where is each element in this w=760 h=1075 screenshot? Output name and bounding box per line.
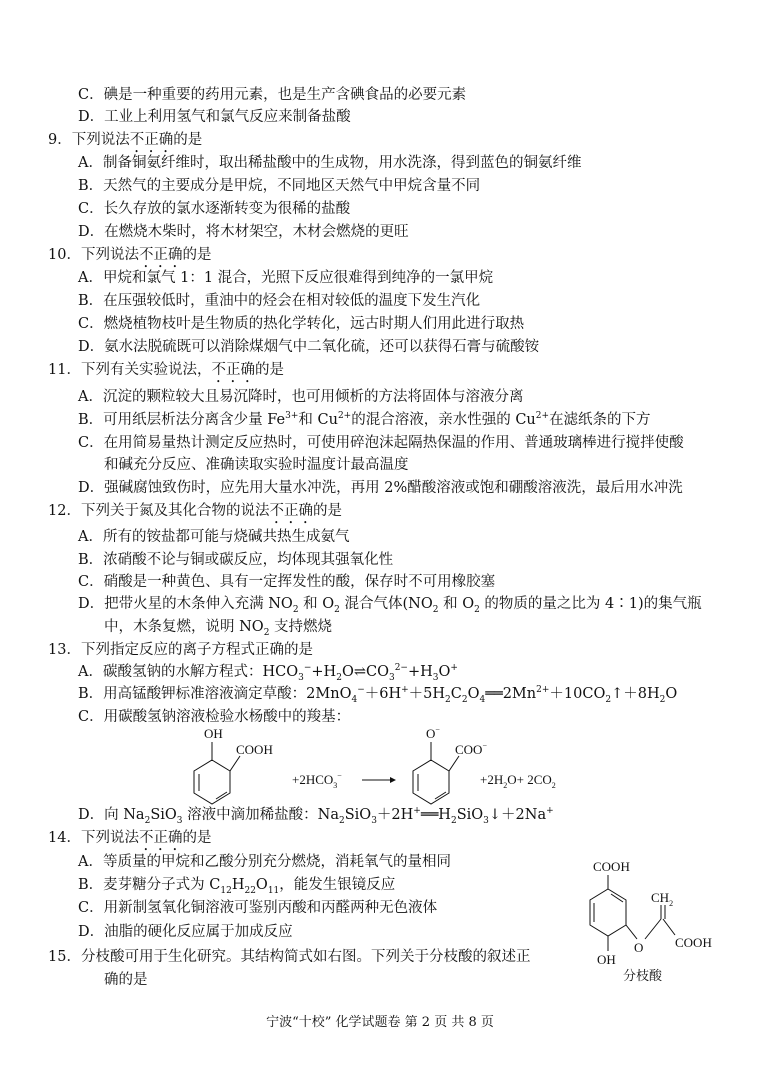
text: SiO xyxy=(456,807,484,823)
option-label: B． xyxy=(78,293,104,309)
text: +H xyxy=(407,664,433,680)
option-continuation xyxy=(104,970,148,990)
option-line xyxy=(78,684,677,704)
text: 混合气体(NO xyxy=(339,596,433,612)
option-label: D． xyxy=(78,109,105,125)
subscript: 2 xyxy=(605,694,612,705)
text: 用高锰酸钾标准溶液滴定草酸：2MnO xyxy=(103,686,352,702)
option-line xyxy=(78,268,493,288)
emphasized-text: 不正确 xyxy=(269,503,313,519)
text: ══H xyxy=(420,807,451,823)
subscript: 2 xyxy=(334,604,340,615)
option-label: C． xyxy=(78,900,104,916)
text: O⇌CO xyxy=(341,664,389,680)
option-line xyxy=(78,410,651,430)
option-line xyxy=(78,199,350,219)
text: 支持燃烧 xyxy=(269,619,333,635)
text: SiO xyxy=(344,807,372,823)
option-line xyxy=(78,433,684,453)
text: 碘是一种重要的药用元素，也是生产含碘食品的必要元素 xyxy=(103,87,467,103)
oh-label: OH xyxy=(204,726,223,741)
option-label: C． xyxy=(78,435,104,451)
text: 等质量的甲烷和乙酸分别充分燃烧，消耗氧气的量相同 xyxy=(102,854,451,870)
question-number: 14． xyxy=(48,830,81,846)
superscript: 2+ xyxy=(536,685,550,696)
superscript: 2− xyxy=(394,663,408,674)
subscript: 3 xyxy=(371,815,377,826)
option-line xyxy=(78,922,293,942)
text: C xyxy=(450,686,462,702)
text: ══2Mn xyxy=(485,686,537,702)
text: 氨水法脱硫既可以消除煤烟气中二氧化硫，还可以获得石膏与硫酸铵 xyxy=(104,339,540,355)
subscript: 2 xyxy=(336,672,342,683)
subscript: 2 xyxy=(445,694,451,705)
text: 下列指定反应的离子方程式正确的是 xyxy=(80,642,313,658)
text: ＋6H xyxy=(364,686,402,702)
option-label: A． xyxy=(78,389,103,405)
subscript: 2 xyxy=(263,627,270,638)
superscript: 3+ xyxy=(285,411,299,422)
text: 工业上利用氢气和氯气反应来制备盐酸 xyxy=(104,109,351,125)
subscript: 4 xyxy=(351,694,358,705)
text: ↑＋8H xyxy=(611,686,660,702)
option-label: C． xyxy=(78,709,104,725)
option-line xyxy=(78,153,581,173)
subscript: 3 xyxy=(176,815,183,826)
text: 溶液中滴加稀盐酸：Na xyxy=(182,807,339,823)
text: 麦芽糖分子式为 C xyxy=(103,877,221,893)
text: 的是 xyxy=(182,247,212,263)
text: O xyxy=(438,664,451,680)
text: 所有的铵盐都可能与烧碱共热生成氨气 xyxy=(102,529,350,545)
option-label: A． xyxy=(78,270,103,286)
option-line xyxy=(78,572,495,592)
hco3-reagent: $+2HCO_3^-$ xyxy=(292,771,342,790)
text: 中，木条复燃，说明 NO xyxy=(104,619,264,635)
option-line xyxy=(78,875,395,895)
subscript: 4 xyxy=(479,694,486,705)
option-line xyxy=(78,662,458,682)
question-stem xyxy=(48,360,284,386)
text: 下列说法 xyxy=(80,247,139,263)
subscript: 3 xyxy=(298,672,304,683)
superscript: 2+ xyxy=(337,411,352,422)
text: 强碱腐蚀致伤时，应先用大量水冲洗，再用 2%醋酸溶液或饱和硼酸溶液洗，最后用水冲洗 xyxy=(104,480,683,496)
subscript: 3 xyxy=(483,815,489,826)
text: 在压强较低时，重油中的烃会在相对较低的温度下发生汽化 xyxy=(103,293,481,309)
o-minus-label: O− xyxy=(426,725,440,741)
option-label: B． xyxy=(78,877,104,893)
option-label: C． xyxy=(78,87,104,103)
text: 油脂的硬化反应属于加成反应 xyxy=(104,924,293,940)
option-line xyxy=(78,550,393,570)
option-label: A． xyxy=(78,155,103,171)
option-label: D． xyxy=(78,924,105,940)
text: 燃烧植物枝叶是生物质的热化学转化，远古时期人们用此进行取热 xyxy=(103,316,525,332)
text: 下列关于氮及其化合物的说法 xyxy=(80,503,270,519)
text: 用新制氢氧化铜溶液可鉴别丙酸和丙醛两种无色液体 xyxy=(103,900,438,916)
text: ＋2H xyxy=(376,807,414,823)
page-footer: 宁波“十校” 化学试题卷 第 2 页 共 8 页 xyxy=(266,1015,494,1030)
option-label: A． xyxy=(78,854,103,870)
option-line xyxy=(78,222,409,242)
question-number: 13． xyxy=(48,642,81,658)
superscript: + xyxy=(450,663,458,674)
text: 的是 xyxy=(182,830,212,846)
text: 在用简易量热计测定反应热时，可使用碎泡沫起隔热保温的作用、普通玻璃棒进行搅拌使酸 xyxy=(103,435,684,451)
option-label: A． xyxy=(78,664,103,680)
option-label: D． xyxy=(78,224,105,240)
text: 用碳酸氢钠溶液检验水杨酸中的羧基： xyxy=(103,709,351,725)
text: 和 O xyxy=(438,596,475,612)
text: 把带火星的木条伸入充满 NO xyxy=(104,596,293,612)
emphasized-text: 不正确 xyxy=(211,362,255,378)
subscript: 2 xyxy=(474,604,480,615)
question-number: 11． xyxy=(48,362,81,378)
option-line xyxy=(78,852,451,872)
text: 在滤纸条的下方 xyxy=(549,412,651,428)
text: 确的是 xyxy=(104,972,148,988)
text: ，能发生银镜反应 xyxy=(279,877,396,893)
option-continuation xyxy=(104,455,409,475)
text: 的是 xyxy=(173,132,203,148)
superscript: + xyxy=(546,806,554,817)
subscript: 2 xyxy=(144,815,151,826)
text: SiO xyxy=(150,807,177,823)
option-label: C． xyxy=(78,316,104,332)
text: 长久存放的氯水逐渐转变为很稀的盐酸 xyxy=(103,201,351,217)
option-label: B． xyxy=(78,686,104,702)
superscript: + xyxy=(413,806,421,817)
subscript: 2 xyxy=(659,694,666,705)
text: O xyxy=(255,877,268,893)
subscript: 3 xyxy=(388,672,395,683)
subscript: 3 xyxy=(432,672,439,683)
option-label: D． xyxy=(78,480,105,496)
option-label: C． xyxy=(78,574,104,590)
text: ＋10CO xyxy=(549,686,606,702)
cooh-top-label: COOH xyxy=(593,859,630,874)
superscript: − xyxy=(357,685,365,696)
text: 在燃烧木柴时，将木材架空，木材会燃烧的更旺 xyxy=(104,224,409,240)
oh-label: OH xyxy=(597,952,616,967)
subscript: 12 xyxy=(220,885,232,896)
option-label: A． xyxy=(78,529,103,545)
text: 碳酸氢钠的水解方程式：HCO xyxy=(102,664,299,680)
text: 浓硝酸不论与铜或碳反应，均体现其强氧化性 xyxy=(103,552,394,568)
option-line xyxy=(78,898,437,918)
text: 下列有关实验说法， xyxy=(80,362,212,378)
subscript: 2 xyxy=(461,694,468,705)
subscript: 2 xyxy=(450,815,457,826)
option-line xyxy=(78,594,702,614)
text: 的物质的量之比为 4∶1)的集气瓶 xyxy=(479,596,702,612)
question-number: 12． xyxy=(48,503,81,519)
option-line xyxy=(78,387,523,407)
option-line xyxy=(78,337,539,357)
question-stem xyxy=(48,947,530,967)
emphasized-text: 不正确 xyxy=(138,247,183,263)
text: 天然气的主要成分是甲烷，不同地区天然气中甲烷含量不同 xyxy=(103,178,481,194)
coo-minus-label: COO− xyxy=(455,741,487,757)
ch2-label: $CH_2$ xyxy=(651,890,674,908)
text: +H xyxy=(311,664,337,680)
text: ↓＋2Na xyxy=(488,807,547,823)
text: 甲烷和氯气 1：1 混合，光照下反应很难得到纯净的一氯甲烷 xyxy=(102,270,494,286)
option-line xyxy=(78,527,349,547)
option-label: D． xyxy=(78,807,105,823)
option-label: B． xyxy=(78,178,104,194)
emphasized-text: 不正确 xyxy=(138,830,183,846)
text: 向 Na xyxy=(104,807,145,823)
superscript: − xyxy=(303,663,312,674)
text: 分枝酸可用于生化研究。其结构简式如右图。下列关于分枝酸的叙述正 xyxy=(80,949,531,965)
text: 下列说法 xyxy=(71,132,130,148)
subscript: 2 xyxy=(432,604,439,615)
question-number: 10． xyxy=(48,247,81,263)
text: O xyxy=(467,686,480,702)
text: H xyxy=(231,877,245,893)
question-stem xyxy=(48,640,313,660)
option-label: C． xyxy=(78,201,104,217)
superscript: 2+ xyxy=(535,411,550,422)
text: ＋5H xyxy=(408,686,446,702)
option-label: B． xyxy=(78,412,104,428)
option-label: D． xyxy=(78,596,105,612)
option-label: B． xyxy=(78,552,104,568)
text: 下列说法 xyxy=(80,830,139,846)
chorismic-acid-structure xyxy=(565,855,725,985)
question-stem xyxy=(48,501,342,527)
subscript: 2 xyxy=(338,815,345,826)
option-line xyxy=(78,107,351,127)
question-number: 9． xyxy=(48,132,72,148)
text: O xyxy=(665,686,678,702)
text: 可用纸层析法分离含少量 Fe xyxy=(103,412,286,428)
text: 的混合溶液，亲水性强的 Cu xyxy=(351,412,536,428)
cooh-label: COOH xyxy=(236,742,273,757)
text: 制备铜氨纤维时，取出稀盐酸中的生成物，用水洗涤，得到蓝色的铜氨纤维 xyxy=(102,155,582,171)
option-line xyxy=(78,314,524,334)
chorismic-caption: 分枝酸 xyxy=(623,968,663,983)
superscript: + xyxy=(401,685,409,696)
text: 的是 xyxy=(254,362,284,378)
emphasized-text: 不正确 xyxy=(129,132,174,148)
option-label: D． xyxy=(78,339,105,355)
option-line xyxy=(78,478,683,498)
option-line xyxy=(78,176,480,196)
option-continuation xyxy=(104,617,332,637)
text: 和碱充分反应、准确读取实验时温度计最高温度 xyxy=(104,457,409,473)
subscript: 11 xyxy=(267,885,280,896)
question-number: 15． xyxy=(48,949,81,965)
subscript: 22 xyxy=(244,885,256,896)
ether-o-label: O xyxy=(634,940,644,955)
text: 的是 xyxy=(312,503,342,519)
text: 硝酸是一种黄色、具有一定挥发性的酸，保存时不可用橡胶塞 xyxy=(103,574,496,590)
cooh-right-label: COOH xyxy=(675,935,712,950)
option-line xyxy=(78,85,466,105)
option-line xyxy=(78,291,480,311)
text: 和 Cu xyxy=(298,412,338,428)
question-stem xyxy=(48,828,211,854)
subscript: 2 xyxy=(292,604,299,615)
products-label: $+2H_2O+ 2CO_2$ xyxy=(480,772,556,790)
text: 和 O xyxy=(298,596,335,612)
text: 沉淀的颗粒较大且易沉降时，也可用倾析的方法将固体与溶液分离 xyxy=(102,389,524,405)
